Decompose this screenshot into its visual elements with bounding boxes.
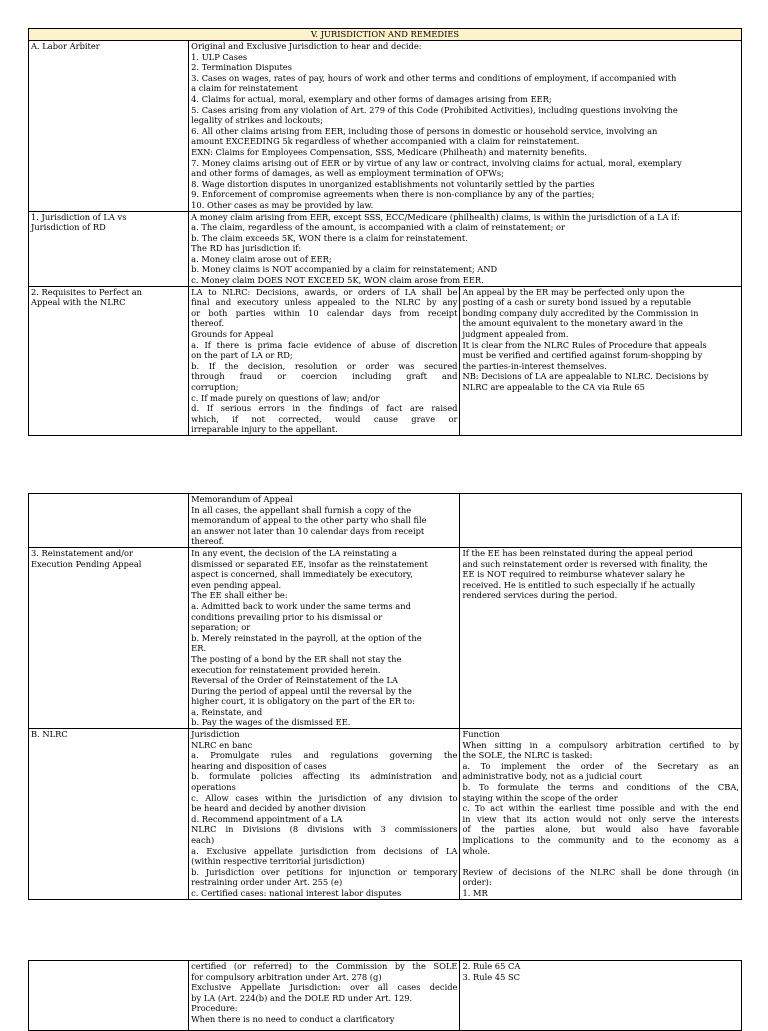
row-content-left [189, 961, 460, 1031]
text-line: separation; or [191, 622, 251, 633]
table-row [29, 729, 742, 900]
text-line: through fraud or coercion including graft and [191, 371, 458, 382]
text-line: 10. Other cases as may be provided by law. [191, 199, 374, 210]
page-3 [28, 960, 742, 1031]
row-label [29, 41, 189, 212]
text-line: a claim for reinstatement [191, 83, 298, 94]
text-line: of the parties alone, but would also have favorable [462, 824, 739, 835]
text-line: the amount equivalent to the monetary award in the [462, 318, 683, 329]
row-label [29, 494, 189, 548]
text-line: staying within the scope of the order [462, 792, 618, 803]
text-line: conditions prevailing prior to his dismissal or [191, 611, 383, 622]
text-line: 2. Requisites to Perfect an [31, 286, 143, 297]
text-line: 2. Termination Disputes [191, 62, 292, 73]
text-line: NB: Decisions of LA are appealable to NLRC. Decisions by [462, 371, 709, 382]
text-line: thereof. [191, 318, 225, 329]
row-content-left [189, 547, 460, 728]
text-line: must be verified and certified against forum-shopping by [462, 350, 703, 361]
text-line: LA to NLRC: Decisions, awards, or orders of LA shall be [191, 286, 458, 297]
text-line: a. If there is prima facie evidence of abuse of discretion [191, 339, 458, 350]
text-line: and such reinstatement order is reversed with finality, the [462, 558, 708, 569]
text-line: b. Jurisdiction over petitions for injunction or temporary [191, 866, 458, 877]
text-line: ER. [191, 643, 207, 654]
text-line [462, 856, 739, 867]
text-line: A. Labor Arbiter [31, 41, 100, 51]
text-line: b. Pay the wages of the dismissed EE. [191, 717, 351, 728]
text-line: 1. ULP Cases [191, 51, 248, 62]
text-line: In any event, the decision of the LA reinstating a [191, 547, 397, 558]
text-line: It is clear from the NLRC Rules of Procedure that appeals [462, 339, 707, 350]
text-line: EE is NOT required to reimburse whatever salary he [462, 569, 685, 580]
text-line: The posting of a bond by the ER shall not stay the [191, 653, 402, 664]
text-line: When sitting in a compulsory arbitration certified to by [462, 739, 739, 750]
text-line: the parties-in-interest themselves. [462, 360, 607, 371]
jurisdiction-table [28, 28, 742, 436]
text-line: a. Admitted back to work under the same terms and [191, 600, 411, 611]
text-line: d. Recommend appointment of a LA [191, 813, 343, 824]
text-line: whole. [462, 845, 491, 856]
text-line: 3. Rule 45 SC [462, 971, 521, 982]
text-line: Function [462, 729, 500, 740]
text-line: Memorandum of Appeal [191, 494, 293, 504]
text-line: certified (or referred) to the Commission by the SOLE [191, 961, 458, 971]
text-line: be heard and decided by another division [191, 803, 366, 814]
text-line: 1. MR [462, 887, 488, 898]
text-line: The EE shall either be: [191, 590, 288, 601]
text-line: legality of strikes and lockouts; [191, 115, 323, 126]
text-line: administrative body, not as a judicial court [462, 771, 642, 782]
text-line: c. Money claim DOES NOT EXCEED 5K, WON claim arose from EER. [191, 275, 484, 286]
text-line: Appeal with the NLRC [31, 297, 126, 308]
text-line: 3. Reinstatement and/or [31, 547, 133, 558]
text-line: 2. Rule 65 CA [462, 961, 521, 971]
text-line: thereof. [191, 536, 225, 547]
text-line: received. He is entitled to such especially if he actually [462, 579, 696, 590]
text-line: c. Allow cases within the jurisdiction of any division to [191, 792, 458, 803]
text-line: b. formulate policies affecting its administration and [191, 771, 458, 782]
table-row [29, 547, 742, 728]
row-label [29, 547, 189, 728]
text-line: irreparable injury to the appellant. [191, 424, 338, 435]
text-line: During the period of appeal until the reversal by the [191, 685, 412, 696]
table-title: V. JURISDICTION AND REMEDIES [29, 29, 742, 41]
text-line: memorandum of appeal to the other party who shall file [191, 515, 427, 526]
row-content-left [189, 729, 460, 900]
text-line: 4. Claims for actual, moral, exemplary and other forms of damages arising from EER; [191, 93, 552, 104]
text-line: NLRC en banc [191, 739, 253, 750]
text-line: When there is no need to conduct a clarificatory [191, 1013, 395, 1024]
text-line: restraining order under Art. 255 (e) [191, 877, 343, 888]
row-content-right [460, 286, 742, 435]
text-line: aspect is concerned, shall immediately be executory, [191, 569, 413, 580]
text-line: 3. Cases on wages, rates of pay, hours of work and other terms and conditions of employment, if accompanied with [191, 72, 677, 83]
text-line: Jurisdiction [191, 729, 240, 740]
row-label [29, 729, 189, 900]
text-line: dismissed or separated EE, insofar as the reinstatement [191, 558, 428, 569]
row-content-right [460, 494, 742, 548]
text-line: (within respective territorial jurisdiction) [191, 856, 365, 867]
text-line: implications to the community and to the economy as a [462, 835, 739, 845]
text-line: Exclusive Appellate Jurisdiction: over all cases decide [191, 982, 458, 993]
jurisdiction-table-continued [28, 493, 742, 900]
text-line: corruption; [191, 382, 239, 392]
text-line: A money claim arising from EER, except SSS, ECC/Medicare (philhealth) claims, is within the jurisdiction of a LA if: [191, 211, 680, 222]
text-line: b. Merely reinstated in the payroll, at the option of the [191, 632, 422, 643]
row-label [29, 211, 189, 286]
text-line: a. The claim, regardless of the amount, is accompanied with a claim of reinstatement; or [191, 222, 566, 233]
text-line: judgment appealed from. [462, 329, 569, 340]
text-line: b. Money claims is NOT accompanied by a claim for reinstatement; AND [191, 264, 498, 275]
text-line: b. If the decision, resolution or order was secured [191, 360, 458, 371]
table-row [29, 961, 742, 1031]
text-line: for compulsory arbitration under Art. 278 (g) [191, 971, 382, 982]
table-row [29, 494, 742, 548]
table-row [29, 286, 742, 435]
text-line: 9. Enforcement of compromise agreements when there is non-compliance by any of the parties; [191, 189, 595, 200]
text-line: rendered services during the period. [462, 590, 618, 601]
text-line: b. To formulate the terms and conditions of the CBA, [462, 782, 739, 793]
row-content-right [460, 729, 742, 900]
text-line: c. If made purely on questions of law; and/or [191, 392, 380, 403]
text-line: b. The claim exceeds 5K, WON there is a claim for reinstatement. [191, 232, 468, 243]
text-line: NLRC are appealable to the CA via Rule 65 [462, 382, 645, 392]
text-line: an answer not later than 10 calendar days from receipt [191, 525, 425, 536]
text-line: each) [191, 835, 215, 845]
row-content-left [189, 286, 460, 435]
row-label [29, 961, 189, 1031]
page-2 [28, 493, 742, 900]
text-line: Review of decisions of the NLRC shall be done through (in [462, 866, 739, 877]
text-line: 1. Jurisdiction of LA vs [31, 211, 127, 222]
text-line: which, if not corrected, would cause grave or [191, 413, 458, 424]
row-content-right [460, 961, 742, 1031]
text-line: even pending appeal. [191, 579, 282, 590]
text-line: 7. Money claims arising out of EER or by virtue of any law or contract, involving claims for actual, moral, exemplary [191, 157, 682, 168]
row-content [189, 211, 742, 286]
text-line: amount EXCEEDING 5k regardless of whether accompanied with a claim for reinstatement. [191, 136, 580, 147]
text-line: operations [191, 782, 236, 793]
text-line: Execution Pending Appeal [31, 558, 142, 569]
row-content-right [460, 547, 742, 728]
text-line: posting of a cash or surety bond issued by a reputable [462, 297, 692, 308]
text-line: In all cases, the appellant shall furnish a copy of the [191, 504, 412, 515]
text-line: B. NLRC [31, 729, 68, 740]
text-line: bonding company duly accredited by the Commission in [462, 307, 699, 318]
text-line: or both parties within 10 calendar days from receipt [191, 307, 458, 318]
text-line: Grounds for Appeal [191, 329, 274, 340]
text-line: a. Reinstate, and [191, 706, 263, 717]
text-line: on the part of LA or RD; [191, 350, 293, 361]
text-line: and other forms of damages, as well as employment termination of OFWs; [191, 168, 504, 179]
text-line: c. Certified cases: national interest labor disputes [191, 887, 402, 898]
text-line: the SOLE, the NLRC is tasked: [462, 750, 593, 761]
text-line: hearing and disposition of cases [191, 760, 327, 771]
text-line: Procedure: [191, 1003, 238, 1014]
text-line: Original and Exclusive Jurisdiction to hear and decide: [191, 41, 422, 51]
text-line: 8. Wage distortion disputes in unorganized establishments not voluntarily settled by the parties [191, 178, 595, 189]
table-row [29, 211, 742, 286]
text-line: by LA (Art. 224(b) and the DOLE RD under Art. 129. [191, 992, 413, 1003]
row-content-left [189, 494, 460, 548]
text-line: Jurisdiction of RD [31, 222, 106, 233]
text-line: a. Promulgate rules and regulations governing the [191, 750, 458, 761]
text-line: 6. All other claims arising from EER, including those of persons in domestic or household service, involving an [191, 125, 658, 136]
row-content [189, 41, 742, 212]
page-1 [28, 28, 742, 436]
text-line: Reversal of the Order of Reinstatement of the LA [191, 675, 399, 686]
text-line: final and executory unless appealed to the NLRC by any [191, 297, 458, 308]
text-line: a. Exclusive appellate jurisdiction from decisions of LA [191, 845, 458, 856]
text-line: a. Money claim arose out of EER; [191, 253, 332, 264]
row-label [29, 286, 189, 435]
text-line: NLRC in Divisions (8 divisions with 3 commissioners [191, 824, 458, 835]
text-line: An appeal by the ER may be perfected only upon the [462, 286, 685, 297]
text-line: in view that its action would not only serve the interests [462, 813, 739, 824]
text-line: If the EE has been reinstated during the appeal period [462, 547, 693, 558]
text-line: EXN: Claims for Employees Compensation, SSS, Medicare (Philheath) and maternity benefits. [191, 146, 587, 157]
text-line: 5. Cases arising from any violation of Art. 279 of this Code (Prohibited Activities), including questions involving the [191, 104, 678, 115]
text-line: higher court, it is obligatory on the part of the ER to: [191, 696, 415, 707]
jurisdiction-table-continued-2 [28, 960, 742, 1031]
text-line: execution for reinstatement provided herein. [191, 664, 381, 675]
table-title-row [29, 29, 742, 41]
text-line: c. To act within the earliest time possible and with the end [462, 803, 739, 814]
text-line: a. To implement the order of the Secretary as an [462, 760, 739, 771]
text-line: order): [462, 877, 492, 888]
text-line: The RD has jurisdiction if: [191, 243, 302, 254]
text-line: d. If serious errors in the findings of fact are raised [191, 403, 458, 414]
table-row [29, 41, 742, 212]
